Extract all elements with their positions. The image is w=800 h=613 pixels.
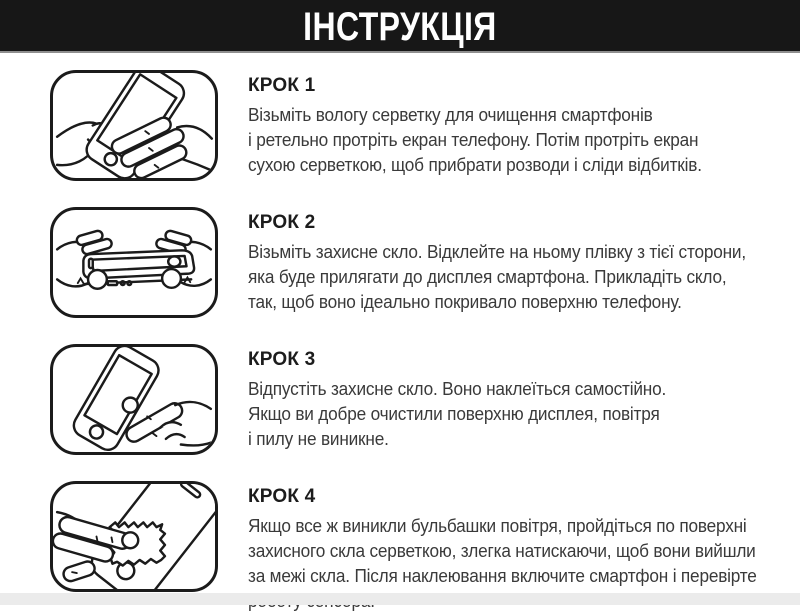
step-3-text <box>248 344 698 451</box>
step-2-text <box>248 207 783 314</box>
step-body-line: Візьміть захисне скло. Відклейте на ньому плівку з тієї сторони, <box>248 241 746 262</box>
step-row-2 <box>0 207 800 318</box>
step-1-title: КРОК 1 <box>248 75 316 96</box>
step-body-line: і пилу не виникне. <box>248 428 389 449</box>
page-title: ІНСТРУКЦІЯ <box>303 4 497 49</box>
step-3-body <box>248 376 666 451</box>
step-3-title: КРОК 3 <box>248 349 316 370</box>
step-body-line: захисного скла серветкою, злегка натискаючи, щоб вони вийшли <box>248 540 756 561</box>
step-body-line: Відпустіть захисне скло. Воно наклеїться самостійно. <box>248 378 667 399</box>
step-body-line: і ретельно протріть екран телефону. Потім протріть екран <box>248 129 699 150</box>
step-2-body <box>248 239 746 314</box>
step3-press-screen-illustration-icon <box>50 344 218 455</box>
step-row-1 <box>0 70 800 181</box>
step-2-title: КРОК 2 <box>248 212 316 233</box>
finger-pressing-screen-drawing <box>53 347 215 452</box>
step-body-line: Якщо все ж виникли бульбашки повітря, пройдіться по поверхні <box>248 515 747 536</box>
step-4-title: КРОК 4 <box>248 486 316 507</box>
step-body-line: Візьміть вологу серветку для очищення смартфонів <box>248 104 653 125</box>
step-body-line: Якщо ви добре очистили поверхню дисплея, повітря <box>248 403 660 424</box>
step-body-line: яка буде прилягати до дисплея смартфона. Прикладіть скло, <box>248 266 727 287</box>
hand-wiping-phone-drawing <box>53 73 215 178</box>
header-bar <box>0 0 800 53</box>
step-body-line: сухою серветкою, щоб прибрати розводи і сліди відбитків. <box>248 154 702 175</box>
cloth-wiping-glass-drawing <box>53 484 215 589</box>
steps-list <box>0 53 800 613</box>
footer-strip <box>0 593 800 605</box>
two-hands-holding-glass-drawing <box>53 210 215 315</box>
step-row-3 <box>0 344 800 455</box>
step1-wipe-phone-illustration-icon <box>50 70 218 181</box>
step2-hold-glass-illustration-icon <box>50 207 218 318</box>
step-body-line: так, щоб воно ідеально покривало поверхню телефону. <box>248 291 682 312</box>
step-body-line: за межі скла. Після наклеювання включите смартфон і перевірте <box>248 565 757 586</box>
step-1-body <box>248 102 702 177</box>
step4-cloth-wipe-illustration-icon <box>50 481 218 592</box>
step-1-text <box>248 70 736 177</box>
